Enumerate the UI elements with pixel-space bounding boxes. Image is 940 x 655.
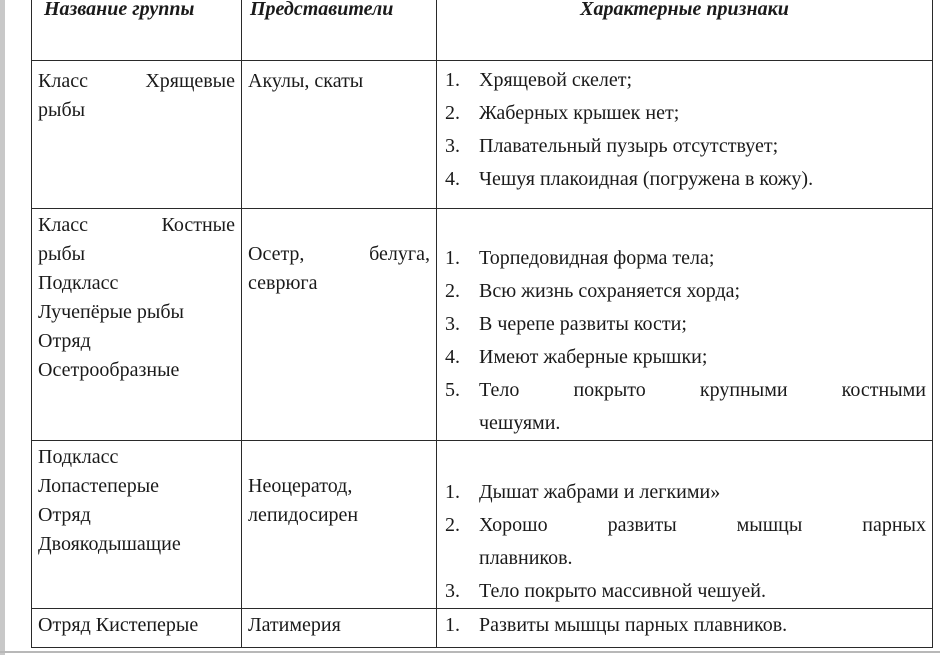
group-cell	[32, 61, 242, 209]
group-line: Осетрообразные	[38, 359, 180, 381]
trait-item: 1. Хрящевой скелет;	[445, 69, 633, 91]
representatives-line: Осетр, белуга,	[248, 243, 430, 265]
representatives-text: Латимерия	[248, 614, 341, 636]
trait-item: 2. Хорошо развиты мышцы парных плавников.	[445, 514, 926, 569]
bottom-border	[0, 651, 940, 653]
group-cell	[32, 209, 242, 441]
representatives-text: Акулы, скаты	[248, 70, 364, 92]
group-line: Лопастеперые	[38, 475, 160, 497]
table-row	[32, 61, 933, 209]
trait-item: 4. Чешуя плакоидная (погружена в кожу).	[445, 168, 814, 190]
table-row	[32, 209, 933, 441]
representatives-cell	[242, 209, 437, 441]
group-line: Класс Костные	[38, 214, 235, 236]
representatives-line: лепидосирен	[248, 504, 359, 526]
trait-item: 3. В черепе развиты кости;	[445, 313, 687, 335]
trait-item: 3. Плавательный пузырь отсутствует;	[445, 135, 779, 157]
group-line: Отряд	[38, 504, 91, 526]
traits-cell	[437, 441, 933, 609]
trait-item: 4. Имеют жаберные крышки;	[445, 346, 708, 368]
traits-list	[437, 61, 932, 196]
header-representatives: Представители	[242, 0, 437, 61]
left-border	[0, 0, 5, 655]
group-line: Подкласс	[38, 446, 119, 468]
group-line: Класс Хрящевые	[38, 70, 235, 92]
trait-item: 3. Тело покрыто массивной чешуей.	[445, 580, 767, 602]
header-group-name: Название группы	[32, 0, 242, 61]
representatives-line: севрюга	[248, 272, 318, 294]
group-line: Отряд Кистеперые	[38, 614, 199, 636]
trait-item: 1. Развиты мышцы парных плавников.	[445, 614, 788, 636]
fish-classification-table	[31, 0, 933, 648]
trait-item: 2. Жаберных крышек нет;	[445, 102, 680, 124]
group-line: Отряд	[38, 330, 91, 352]
group-cell	[32, 441, 242, 609]
representatives-cell	[242, 441, 437, 609]
group-line: рыбы	[38, 99, 86, 121]
trait-item: 5. Тело покрыто крупными костными чешуями.	[445, 379, 926, 434]
group-line: Лучепёрые рыбы	[38, 301, 184, 323]
representatives-line: Неоцератод,	[248, 475, 353, 497]
group-line: рыбы	[38, 243, 86, 265]
traits-cell	[437, 61, 933, 209]
group-line: Двоякодышащие	[38, 533, 181, 555]
traits-list	[437, 609, 932, 642]
trait-item: 1. Дышат жабрами и легкими»	[445, 481, 721, 503]
traits-list	[437, 209, 932, 440]
traits-cell	[437, 209, 933, 441]
group-line: Подкласс	[38, 272, 119, 294]
trait-item: 2. Всю жизнь сохраняется хорда;	[445, 280, 741, 302]
representatives-cell	[242, 609, 437, 648]
traits-list	[437, 441, 932, 608]
table-header-row	[32, 0, 933, 61]
header-traits: Характерные признаки	[437, 0, 933, 61]
trait-item: 1. Торпедовидная форма тела;	[445, 247, 715, 269]
group-cell	[32, 609, 242, 648]
representatives-cell	[242, 61, 437, 209]
table-row	[32, 441, 933, 609]
traits-cell	[437, 609, 933, 648]
table-row	[32, 609, 933, 648]
